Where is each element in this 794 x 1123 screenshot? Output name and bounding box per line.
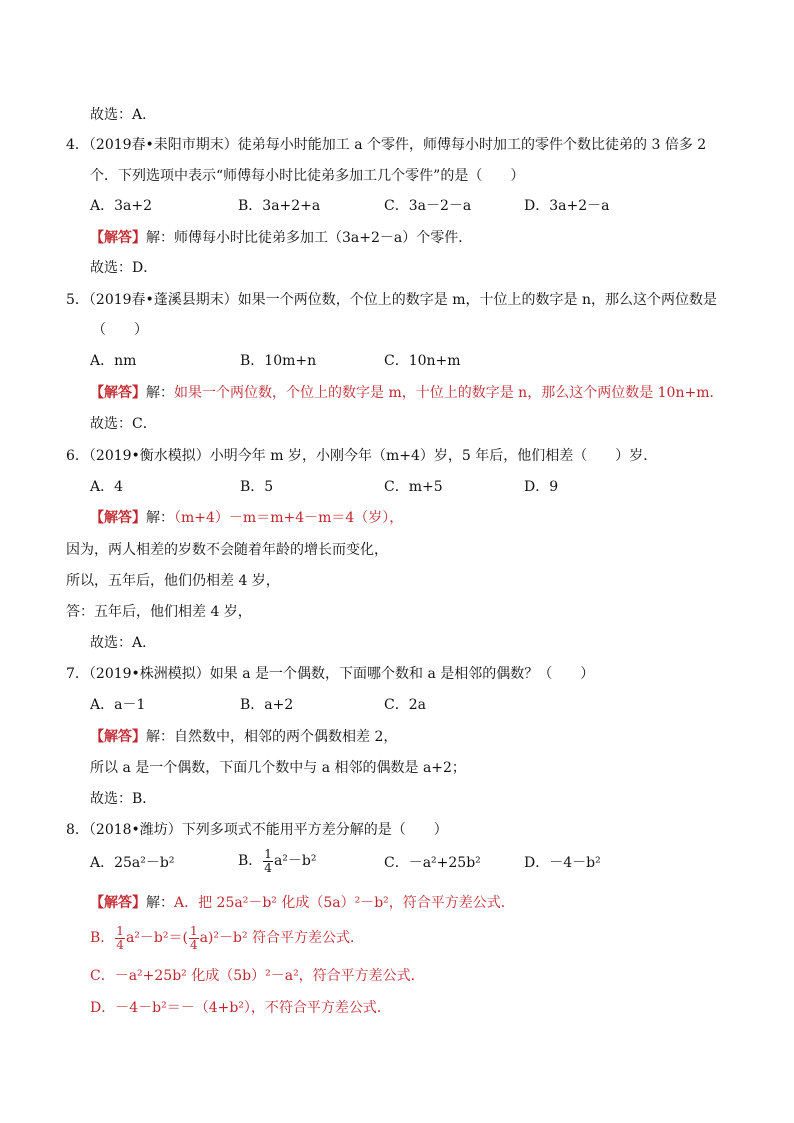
q8-solution-c: C．－a²+25b² 化成（5b）²－a²，符合平方差公式． [90, 968, 425, 984]
q6-line-2: 所以，五年后，他们仍相差 4 岁， [66, 573, 280, 589]
solution-prefix: 解： [146, 230, 174, 246]
fraction [115, 925, 125, 952]
q8-option-c: C．－a²+25b² [384, 855, 481, 871]
q4-option-d: D．3a+2－a [524, 198, 610, 214]
option-b-prefix: B． [238, 853, 263, 869]
solution-prefix: 解： [146, 729, 174, 745]
solution-text: 如果一个两位数，个位上的数字是 m，十位上的数字是 n，那么这个两位数是 10n+m． [174, 385, 724, 401]
solution-text: 师傅每小时比徒弟多加工（3a+2－a）个零件． [174, 230, 473, 246]
solution-text: （m+4）－m＝m+4－m＝4（岁）， [174, 510, 404, 526]
q5-solution [90, 383, 723, 403]
q6-option-b: B．5 [240, 479, 274, 495]
q8-option-b [238, 845, 316, 877]
q5-option-c: C．10n+m [384, 353, 461, 369]
q7-answer: 故选：B． [90, 791, 157, 807]
q4-option-a: A．3a+2 [90, 198, 153, 214]
fraction-denominator: 4 [189, 937, 198, 952]
solution-prefix: 解： [146, 510, 174, 526]
solution-tag: 【解答】 [90, 729, 146, 745]
solution-tag: 【解答】 [90, 385, 146, 401]
q4-answer: 故选：D． [90, 260, 158, 276]
fraction-denominator: 4 [116, 937, 124, 952]
solution-prefix: 解： [146, 895, 174, 911]
q4-solution [90, 228, 472, 248]
q7-solution [90, 727, 397, 747]
solution-tag: 【解答】 [90, 230, 146, 246]
q3-answer: 故选：A． [90, 107, 157, 123]
fraction [189, 925, 199, 952]
solution-b-mid: a²－b²＝( [125, 930, 188, 946]
q8-option-d: D．－4－b² [524, 855, 601, 871]
q7-option-a: A．a－1 [90, 697, 146, 713]
fraction [263, 848, 273, 875]
q6-line-3: 答：五年后，他们相差 4 岁， [66, 604, 252, 620]
q8-stem: 8．（2018•潍坊）下列多项式不能用平方差分解的是（ ） [66, 822, 448, 838]
q7-option-b: B．a+2 [240, 697, 294, 713]
q6-line-1: 因为，两人相差的岁数不会随着年龄的增长而变化， [66, 542, 388, 558]
q6-answer: 故选：A． [90, 635, 157, 651]
q5-answer: 故选：C． [90, 416, 157, 432]
q7-line-2: 所以 a 是一个偶数，下面几个数中与 a 相邻的偶数是 a+2； [90, 760, 466, 776]
q5-option-b: B．10m+n [240, 353, 317, 369]
q4-option-c: C．3a－2－a [384, 198, 472, 214]
q7-option-c: C．2a [384, 697, 426, 713]
q4-option-b: B．3a+2+a [238, 198, 321, 214]
solution-b-prefix: B． [90, 930, 115, 946]
solution-tag: 【解答】 [90, 510, 146, 526]
q8-option-a: A．25a²－b² [90, 855, 175, 871]
fraction-denominator: 4 [264, 860, 272, 875]
q8-solution-d: D．－4－b²＝－（4+b²），不符合平方差公式． [90, 1000, 391, 1016]
solution-prefix: 解： [146, 385, 174, 401]
solution-b-mid2: a)² [199, 930, 219, 946]
solution-tag: 【解答】 [90, 895, 146, 911]
fraction-numerator: 1 [189, 923, 198, 938]
q5-stem-line1: 5．（2019春•蓬溪县期末）如果一个两位数，个位上的数字是 m，十位上的数字是 n，那么这个两位数是 [66, 292, 717, 308]
q5-option-a: A．nm [90, 353, 137, 369]
solution-b-tail: －b² 符合平方差公式． [219, 930, 365, 946]
q8-solution [90, 893, 515, 913]
q8-solution-b [90, 922, 364, 954]
q4-stem-line1: 4．（2019春•耒阳市期末）徒弟每小时能加工 a 个零件，师傅每小时加工的零件个数比徒弟的 3 倍多 2 [66, 137, 707, 153]
option-b-suffix: a²－b² [273, 853, 317, 869]
q7-stem: 7．（2019•株洲模拟）如果 a 是一个偶数，下面哪个数和 a 是相邻的偶数？（ ） [66, 666, 595, 682]
fraction-numerator: 1 [264, 846, 272, 861]
q6-stem: 6．（2019•衡水模拟）小明今年 m 岁，小刚今年（m+4）岁，5 年后，他们相差（ ）岁． [66, 448, 658, 464]
q6-option-d: D．9 [524, 479, 559, 495]
q4-stem-line2: 个．下列选项中表示“师傅每小时比徒弟多加工几个零件”的是（ ） [90, 168, 525, 184]
q6-option-c: C．m+5 [384, 479, 443, 495]
q6-option-a: A．4 [90, 479, 124, 495]
solution-text: 自然数中，相邻的两个偶数相差 2， [174, 729, 398, 745]
fraction-numerator: 1 [116, 923, 124, 938]
q5-stem-line2: （ ） [92, 322, 148, 338]
q6-solution [90, 508, 403, 528]
solution-a: A．把 25a²－b² 化成（5a）²－b²，符合平方差公式． [174, 895, 515, 911]
